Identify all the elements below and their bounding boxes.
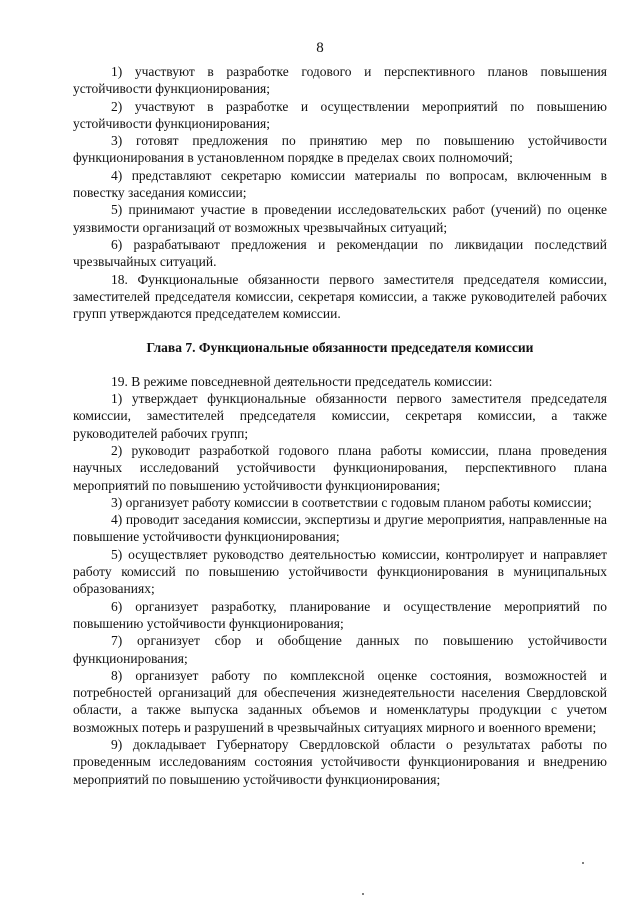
duty-item-1: 1) утверждает функциональные обязанности первого заместителя председателя комиссии, заместителей председателя комиссии, секретаря комиссии, а также руководителей рабочих групп; (73, 391, 607, 441)
document-body (73, 63, 607, 788)
duty-item-2: 2) руководит разработкой годового плана работы комиссии, плана проведения научных исследований устойчивости функционирования, перспективного плана мероприятий по повышению устойчивости функционирования; (73, 442, 607, 493)
duty-item-6: 6) организует разработку, планирование и осуществление мероприятий по повышению устойчивости функционирования; (73, 598, 607, 631)
paragraph-item-4: 4) представляют секретарю комиссии материалы по вопросам, включенным в повестку заседания комиссии; (73, 167, 607, 201)
paragraph-item-6: 6) разрабатывают предложения и рекомендации по ликвидации последствий чрезвычайных ситуаций. (73, 236, 607, 270)
paragraph-item-2: 2) участвуют в разработке и осуществлении мероприятий по повышению устойчивости функционирования; (73, 98, 607, 131)
scan-speck (582, 862, 584, 864)
paragraph-18: 18. Функциональные обязанности первого заместителя председателя комиссии, заместителей председателя комиссии, секретаря комиссии, а также руководителей рабочих групп утверждаются председателем комиссии. (73, 271, 607, 322)
duty-item-9: 9) докладывает Губернатору Свердловской области о результатах работы по проведенным исследованиям состояния устойчивости функционирования и внедрению мероприятий по повышению устойчивости функционирования; (73, 736, 607, 787)
page-number: 8 (316, 40, 324, 56)
scan-speck (362, 893, 364, 895)
paragraph-item-5: 5) принимают участие в проведении исследовательских работ (учений) по оценке уязвимости организаций от возможных чрезвычайных ситуаций; (73, 202, 607, 235)
duty-item-8: 8) организует работу по комплексной оценке состояния, возможностей и потребностей организаций для обеспечения жизнедеятельности населения Свердловской области, а также выпуска заданных объемов и номенклатуры продукции с учетом возможных потерь и разрушений в чрезвычайных ситуациях мирного и военного времени; (73, 667, 607, 735)
duty-item-7: 7) организует сбор и обобщение данных по повышению устойчивости функционирования; (73, 633, 607, 666)
paragraph-item-3: 3) готовят предложения по принятию мер по повышению устойчивости функционирования в установленном порядке в пределах своих полномочий; (73, 133, 607, 166)
duty-item-3: 3) организует работу комиссии в соответствии с годовым планом работы комиссии; (111, 494, 592, 510)
duty-item-4: 4) проводит заседания комиссии, экспертизы и другие мероприятия, направленные на повышение устойчивости функционирования; (73, 512, 607, 545)
chapter-heading: Глава 7. Функциональные обязанности председателя комиссии (146, 340, 534, 356)
paragraph-19: 19. В режиме повседневной деятельности председатель комиссии: (111, 373, 493, 389)
duty-item-5: 5) осуществляет руководство деятельностью комиссии, контролирует и направляет работу комиссий по повышению устойчивости функционирования в муниципальных образованиях; (73, 546, 607, 597)
paragraph-item-1: 1) участвуют в разработке годового и перспективного планов повышения устойчивости функционирования; (73, 64, 607, 97)
